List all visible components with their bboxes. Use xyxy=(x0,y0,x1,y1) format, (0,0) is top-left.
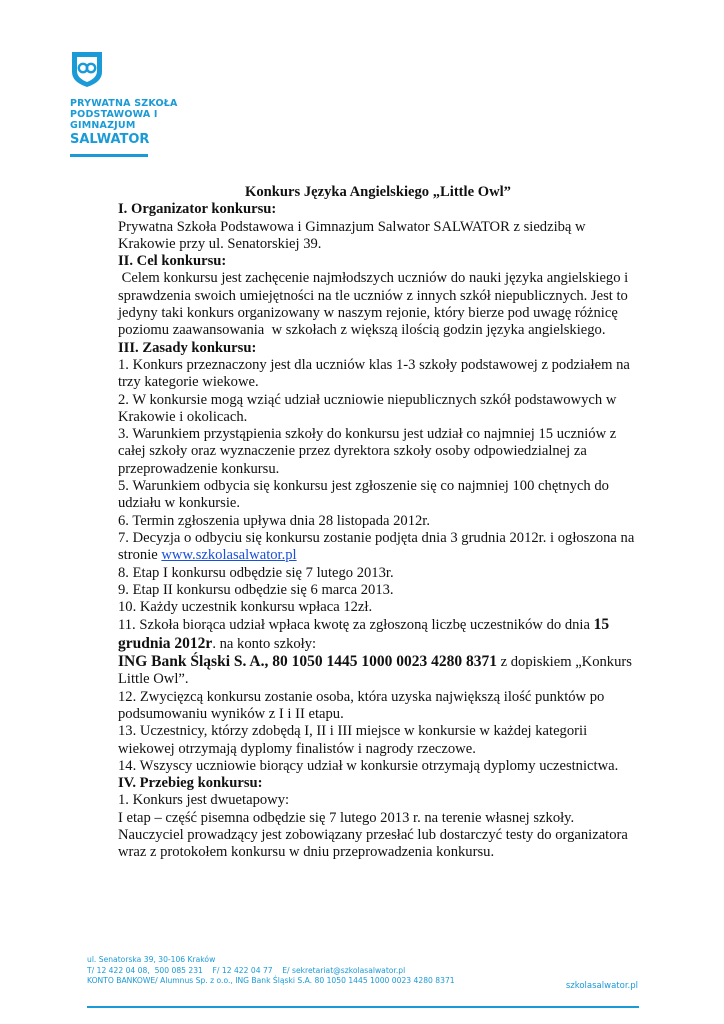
rule-item: 9. Etap II konkursu odbędzie się 6 marca 2013. xyxy=(118,581,394,598)
school-name-line-2: PODSTAWOWA I GIMNAZJUM xyxy=(70,109,158,131)
owl-shield-icon xyxy=(70,50,104,88)
section-1-heading: I. Organizator konkursu: xyxy=(118,201,277,218)
rule-item: 5. Warunkiem odbycia się konkursu jest zgłoszenie się co najmniej 100 chętnych do udziału w konkursie. xyxy=(118,478,609,512)
footer-address: ul. Senatorska 39, 30-106 Kraków xyxy=(87,955,216,964)
rule-item xyxy=(118,530,638,565)
rule-text: . na konto szkoły: xyxy=(212,635,317,652)
rule-item: 1. Konkurs przeznaczony jest dla uczniów klas 1-3 szkoły podstawowej z podziałem na trzy kategorie wiekowe. xyxy=(118,356,630,391)
footer-bank: KONTO BANKOWE/ Alumnus Sp. z o.o., ING Bank Śląski S.A. 80 1050 1445 1000 0023 4280 8371 xyxy=(87,976,455,985)
rule-text: 11. Szkoła biorąca udział wpłaca kwotę za zgłoszoną liczbę uczestników do dnia xyxy=(118,617,594,634)
rule-item: 10. Każdy uczestnik konkursu wpłaca 12zł. xyxy=(118,599,373,616)
section-4-heading: IV. Przebieg konkursu: xyxy=(118,775,263,792)
rule-item: 3. Warunkiem przystąpienia szkoły do konkursu jest udział co najmniej 15 uczniów z całej szkoły oraz wyznaczenie przez dyrektora szkoły osoby odpowiedzialnej za przeprowadzenie konkursu. xyxy=(118,426,617,477)
payment-deadline: 15 grudnia 2012r xyxy=(118,616,610,652)
rule-item: 6. Termin zgłoszenia upływa dnia 28 listopada 2012r. xyxy=(118,512,431,529)
footer-website[interactable]: szkolasalwator.pl xyxy=(565,981,638,991)
rule-item: 13. Uczestnicy, którzy zdobędą I, II i III miejsce w konkursie w każdej kategorii wiekowej otrzymają dyplomy finalistów i nagrody rzeczowe. xyxy=(118,723,588,757)
procedure-item: I etap – część pisemna odbędzie się 7 lutego 2013 r. na terenie własnej szkoły. Nauczyciel prowadzący jest zobowiązany przesłać lub dostarczyć testy do organizatora wraz z protokołem konkursu w dniu przeprowadzenia konkursu. xyxy=(118,809,628,861)
footer-divider xyxy=(87,1006,639,1008)
rule-item xyxy=(118,616,638,688)
school-name-line-1: PRYWATNA SZKOŁA xyxy=(70,98,178,109)
school-name-line-3: SALWATOR xyxy=(70,132,150,147)
website-link[interactable]: www.szkolasalwator.pl xyxy=(161,547,297,564)
rule-item: 8. Etap I konkursu odbędzie się 7 lutego 2013r. xyxy=(118,564,394,581)
rule-item: 12. Zwycięzcą konkursu zostanie osoba, która uzyska największą ilość punktów po podsumowaniu wyników z I i II etapu. xyxy=(118,688,605,722)
rule-item: 14. Wszyscy uczniowie biorący udział w konkursie otrzymają dyplomy uczestnictwa. xyxy=(118,757,619,774)
rule-text: 7. Decyzja o odbyciu się konkursu zostanie podjęta dnia 3 grudnia 2012r. i ogłoszona na stronie xyxy=(118,529,635,564)
document-title: Konkurs Języka Angielskiego „Little Owl” xyxy=(245,184,511,200)
section-1-text: Prywatna Szkoła Podstawowa i Gimnazjum Salwator SALWATOR z siedzibą w Krakowie przy ul. Senatorskiej 39. xyxy=(118,218,586,252)
section-2-heading: II. Cel konkursu: xyxy=(118,253,227,270)
bank-account: ING Bank Śląski S. A., 80 1050 1445 1000 0023 4280 8371 xyxy=(118,653,497,671)
procedure-item: 1. Konkurs jest dwuetapowy: xyxy=(118,792,290,809)
section-3-heading: III. Zasady konkursu: xyxy=(118,339,257,356)
rule-item: 2. W konkursie mogą wziąć udział uczniowie niepublicznych szkół podstawowych w Krakowie i okolicach. xyxy=(118,391,617,425)
school-logo xyxy=(70,50,220,157)
rule-text: z dopiskiem „Konkurs Little Owl”. xyxy=(118,654,632,688)
section-2-text: Celem konkursu jest zachęcenie najmłodszych uczniów do nauki języka angielskiego i sprawdzenia swoich umiejętności na tle uczniów z innych szkół niepublicznych. Jest to jedyny taki konkurs organizowany w naszym rejonie, który bierze pod uwagę różnicę poziomu zaawansowania w szkołach z większą ilością godzin języka angielskiego. xyxy=(118,270,632,339)
footer-phones: T/ 12 422 04 08, 500 085 231 F/ 12 422 04 77 E/ sekretariat@szkolasalwator.pl xyxy=(87,965,406,975)
footer-contact xyxy=(87,955,455,987)
document-body xyxy=(118,184,638,862)
school-name xyxy=(70,98,220,147)
logo-underline xyxy=(70,154,148,157)
